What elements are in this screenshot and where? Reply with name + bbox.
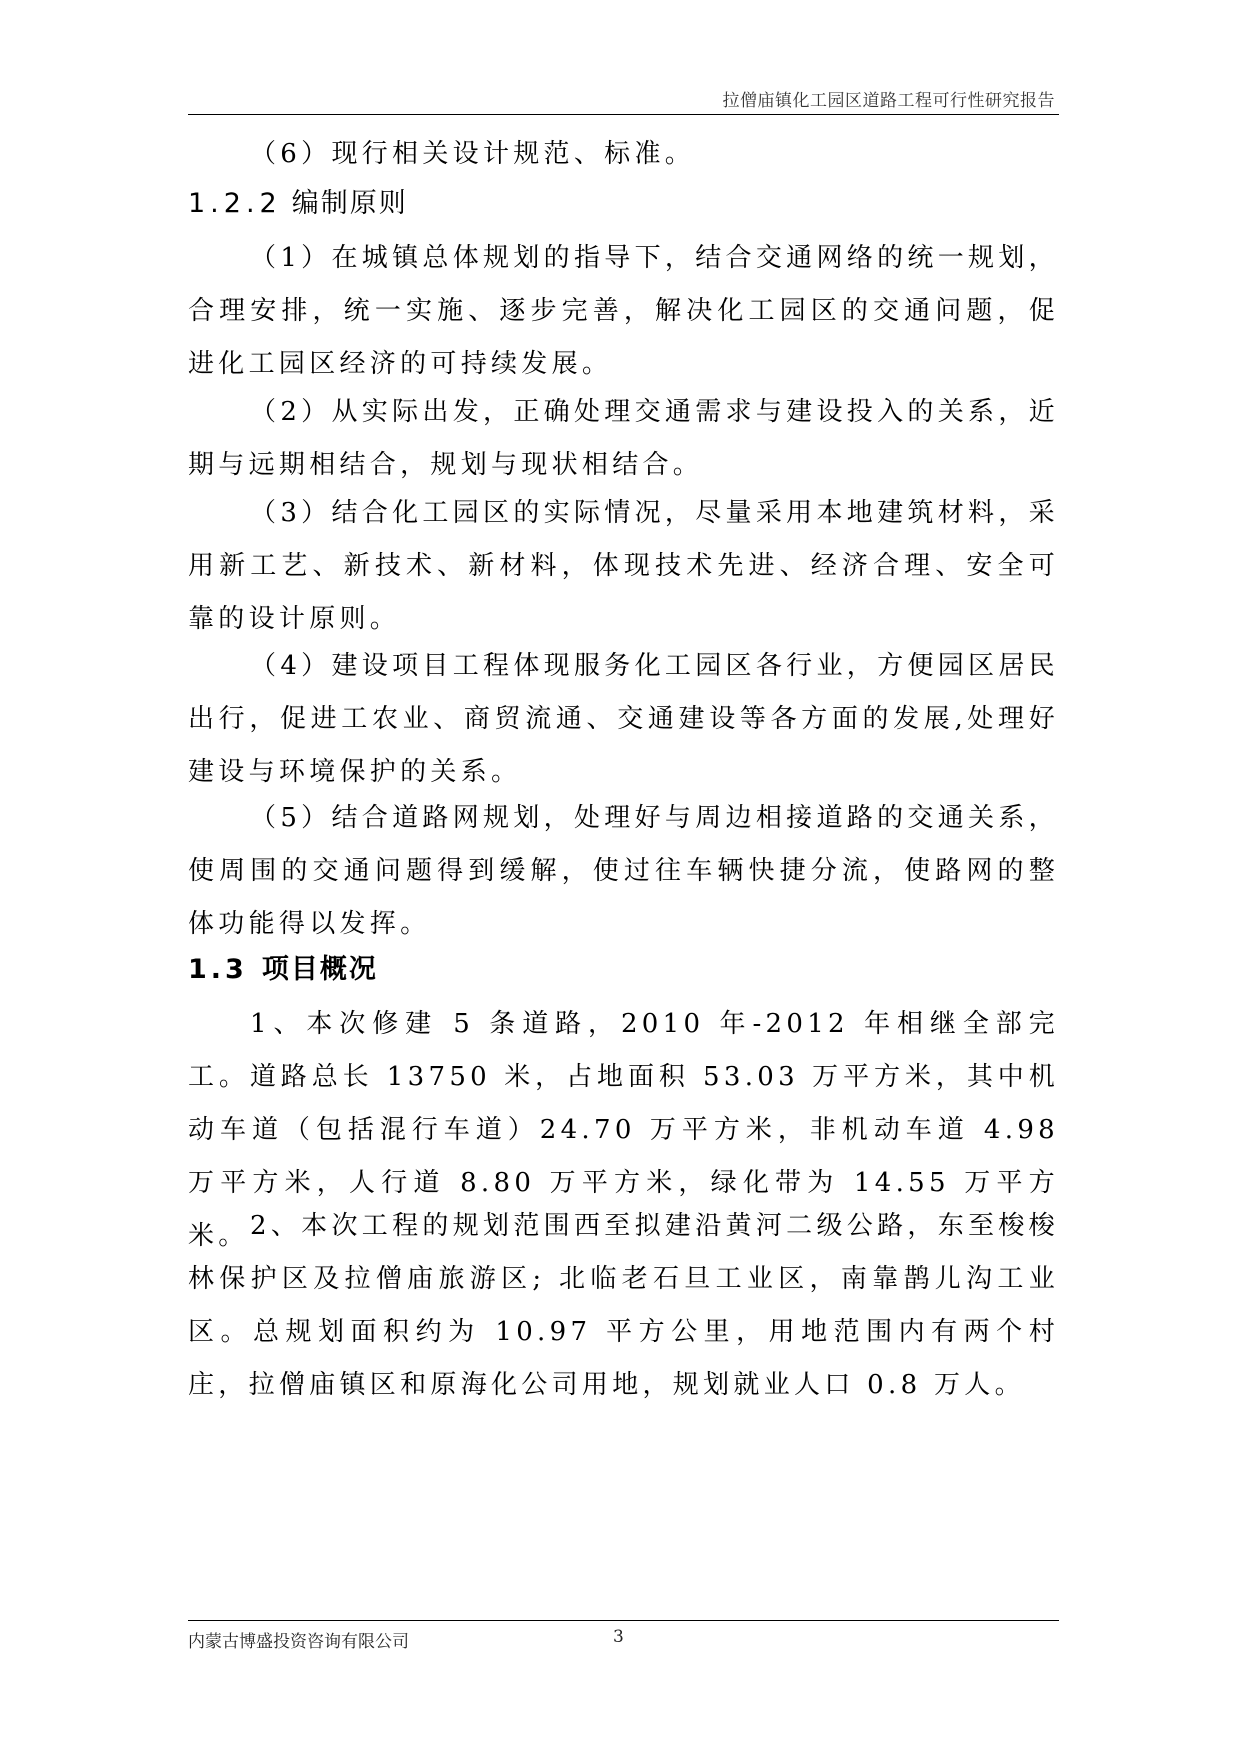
overview-paragraph-2: 2、本次工程的规划范围西至拟建沿黄河二级公路，东至梭梭林保护区及拉僧庙旅游区; 北临老石旦工业区，南靠鹊儿沟工业区。总规划面积约为 10.97 平方公里，用地范围内有两个村庄，拉僧庙镇区和原海化公司用地，规划就业人口 0.8 万人。 bbox=[188, 1211, 1059, 1400]
page-footer bbox=[188, 1620, 1059, 1653]
footer-company: 内蒙古博盛投资咨询有限公司 bbox=[188, 1632, 409, 1652]
principle-paragraph-1: （1）在城镇总体规划的指导下，结合交通网络的统一规划，合理安排，统一实施、逐步完善，解决化工园区的交通问题，促进化工园区经济的可持续发展。 bbox=[188, 243, 1059, 379]
principle-paragraph-2: （2）从实际出发，正确处理交通需求与建设投入的关系，近期与远期相结合，规划与现状相结合。 bbox=[188, 397, 1059, 480]
section-heading-1-2-2 bbox=[188, 184, 408, 224]
principle-paragraph-5: （5）结合道路网规划，处理好与周边相接道路的交通关系，使周围的交通问题得到缓解，使过往车辆快捷分流，使路网的整体功能得以发挥。 bbox=[188, 803, 1059, 939]
section-number: 1.3 bbox=[188, 954, 248, 985]
section-number: 1.2.2 bbox=[188, 188, 282, 219]
section-heading-1-3 bbox=[188, 950, 378, 990]
section-title: 编制原则 bbox=[291, 188, 408, 219]
principle-paragraph-3: （3）结合化工园区的实际情况，尽量采用本地建筑材料，采用新工艺、新技术、新材料，体现技术先进、经济合理、安全可靠的设计原则。 bbox=[188, 498, 1059, 634]
principle-paragraph-4: （4）建设项目工程体现服务化工园区各行业，方便园区居民出行，促进工农业、商贸流通、交通建设等各方面的发展,处理好建设与环境保护的关系。 bbox=[188, 651, 1059, 787]
page-number: 3 bbox=[613, 1627, 624, 1647]
header-title: 拉僧庙镇化工园区道路工程可行性研究报告 bbox=[722, 91, 1055, 111]
paragraph-item-6: （6）现行相关设计规范、标准。 bbox=[250, 139, 696, 169]
section-title: 项目概况 bbox=[261, 954, 378, 985]
overview-paragraph-1: 1、本次修建 5 条道路，2010 年-2012 年相继全部完工。道路总长 13750 米，占地面积 53.03 万平方米，其中机动车道（包括混行车道）24.70 万平方米，非机动车道 4.98 万平方米，人行道 8.80 万平方米，绿化带为 14.55 万平方米。 bbox=[188, 1009, 1059, 1251]
page-header bbox=[188, 84, 1059, 115]
